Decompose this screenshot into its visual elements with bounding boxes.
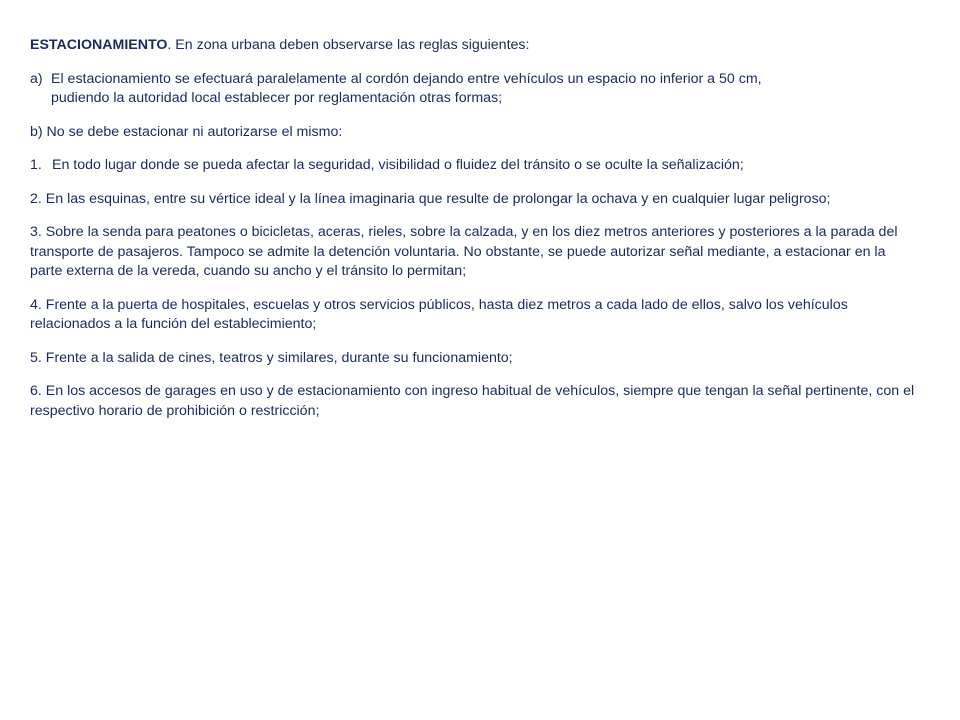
prohibition-item-1-text: En todo lugar donde se pueda afectar la seguridad, visibilidad o fluidez del tránsito o se oculte la señalización;: [52, 157, 744, 173]
rule-item-a-marker: a): [30, 70, 43, 87]
prohibition-item-1: [30, 156, 920, 176]
prohibition-item-6: 6. En los accesos de garages en uso y de estacionamiento con ingreso habitual de vehículos, siempre que tengan la señal pertinente, con el respectivo horario de prohibición o restricción;: [30, 383, 915, 419]
rule-item-a-line2: pudiendo la autoridad local establecer por reglamentación otras formas;: [51, 90, 503, 106]
heading-title: ESTACIONAMIENTO: [30, 37, 168, 53]
prohibition-item-4: 4. Frente a la puerta de hospitales, escuelas y otros servicios públicos, hasta diez metros a cada lado de ellos, salvo los vehículos relacionados a la función del establecimiento;: [30, 296, 848, 332]
slide-body: [30, 36, 920, 435]
prohibition-item-3: 3. Sobre la senda para peatones o bicicletas, aceras, rieles, sobre la calzada, y en los diez metros anteriores y posteriores a la parada del transporte de pasajeros. Tampoco se admite la detención voluntaria. No obstante, se puede autorizar señal mediante, a estacionar en la parte externa de la vereda, cuando su ancho y el tránsito lo permitan;: [30, 224, 898, 279]
prohibition-item-5: 5. Frente a la salida de cines, teatros y similares, durante su funcionamiento;: [30, 349, 513, 366]
rule-item-b: b) No se debe estacionar ni autorizarse el mismo:: [30, 123, 343, 140]
rule-item-a: [30, 70, 920, 109]
prohibition-item-2: 2. En las esquinas, entre su vértice ideal y la línea imaginaria que resulte de prolongar la ochava y en cualquier lugar peligroso;: [30, 190, 831, 207]
rule-item-a-line1: El estacionamiento se efectuará paralelamente al cordón dejando entre vehículos un espacio no inferior a 50 cm,: [51, 70, 762, 87]
heading-paragraph: [30, 36, 920, 56]
heading-text: . En zona urbana deben observarse las reglas siguientes:: [167, 37, 530, 53]
prohibition-item-1-marker: 1.: [30, 157, 42, 173]
